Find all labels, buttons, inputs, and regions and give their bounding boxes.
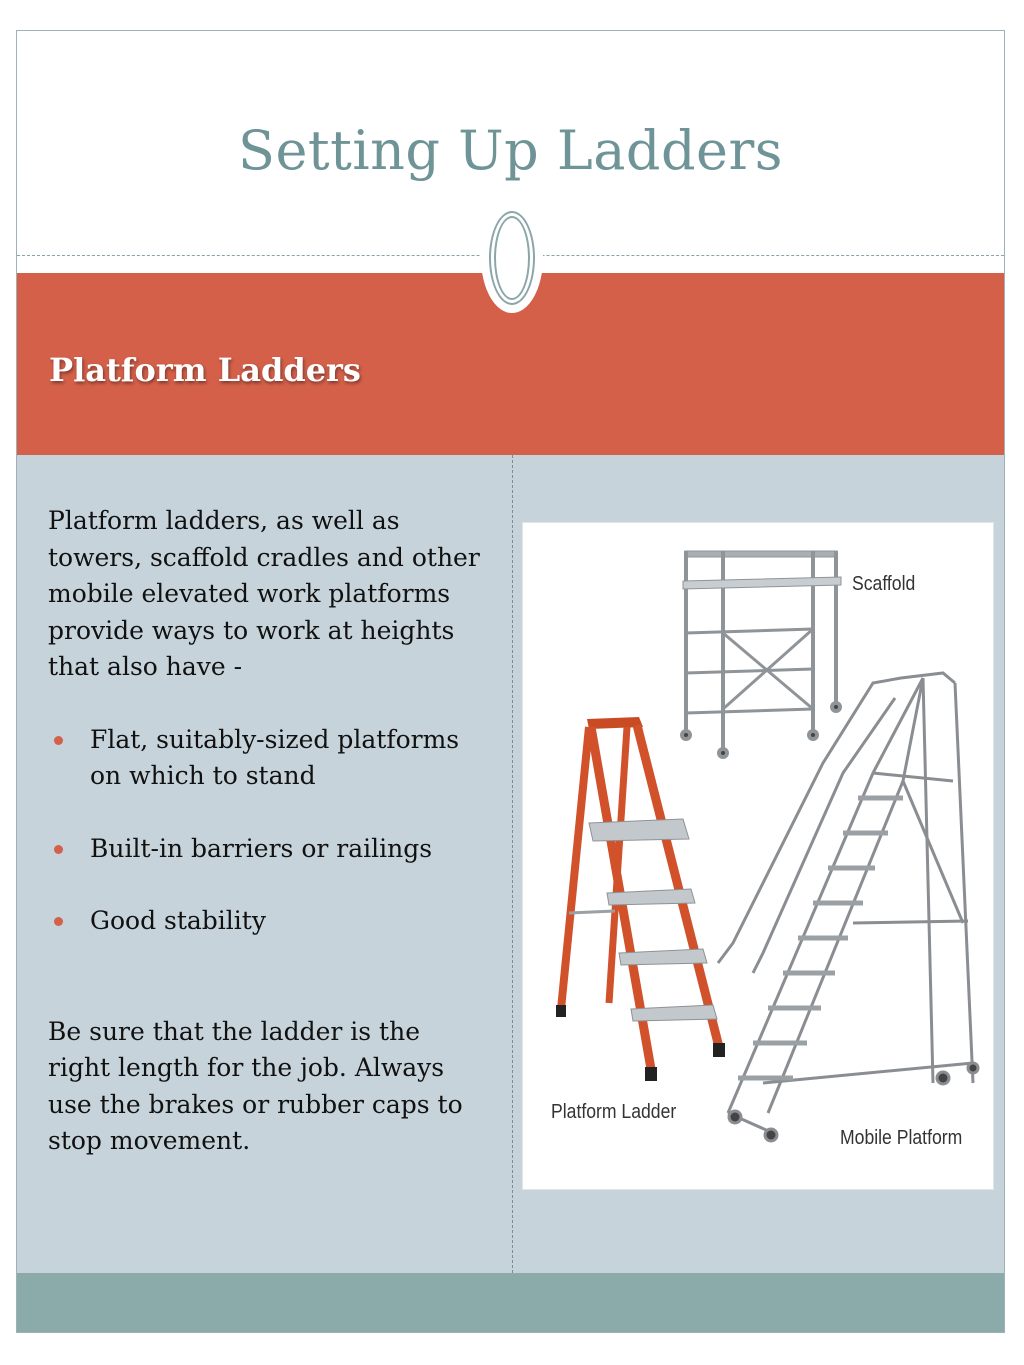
bullet-item: Flat, suitably-sized platforms on which to stand bbox=[48, 722, 488, 795]
slide bbox=[16, 30, 1005, 1333]
section-heading: Platform Ladders bbox=[49, 351, 361, 389]
body-text-column bbox=[48, 503, 488, 1160]
bullet-item: Built-in barriers or railings bbox=[48, 831, 488, 868]
bullet-list bbox=[48, 722, 488, 940]
intro-paragraph: Platform ladders, as well as towers, scaffold cradles and other mobile elevated work platforms provide ways to work at heights that also have - bbox=[48, 506, 480, 681]
caption-mobile-platform: Mobile Platform bbox=[840, 1127, 963, 1149]
column-divider bbox=[512, 455, 513, 1273]
scaffold-drawing bbox=[682, 551, 841, 757]
closing-paragraph: Be sure that the ladder is the right length for the job. Always use the brakes or rubber caps to stop movement. bbox=[48, 1016, 463, 1155]
mobile-platform-drawing bbox=[718, 673, 978, 1141]
oval-ornament-icon bbox=[481, 203, 543, 313]
slide-title: Setting Up Ladders bbox=[237, 119, 784, 182]
ladder-illustration-drawing bbox=[523, 523, 993, 1189]
ornament-inner-ring bbox=[494, 216, 530, 300]
platform-ladder-drawing bbox=[556, 717, 725, 1081]
bullet-item: Good stability bbox=[48, 903, 488, 940]
ladder-illustration bbox=[523, 523, 993, 1189]
footer-bar bbox=[17, 1273, 1004, 1333]
caption-scaffold: Scaffold bbox=[852, 573, 916, 595]
caption-platform-ladder: Platform Ladder bbox=[551, 1101, 677, 1123]
